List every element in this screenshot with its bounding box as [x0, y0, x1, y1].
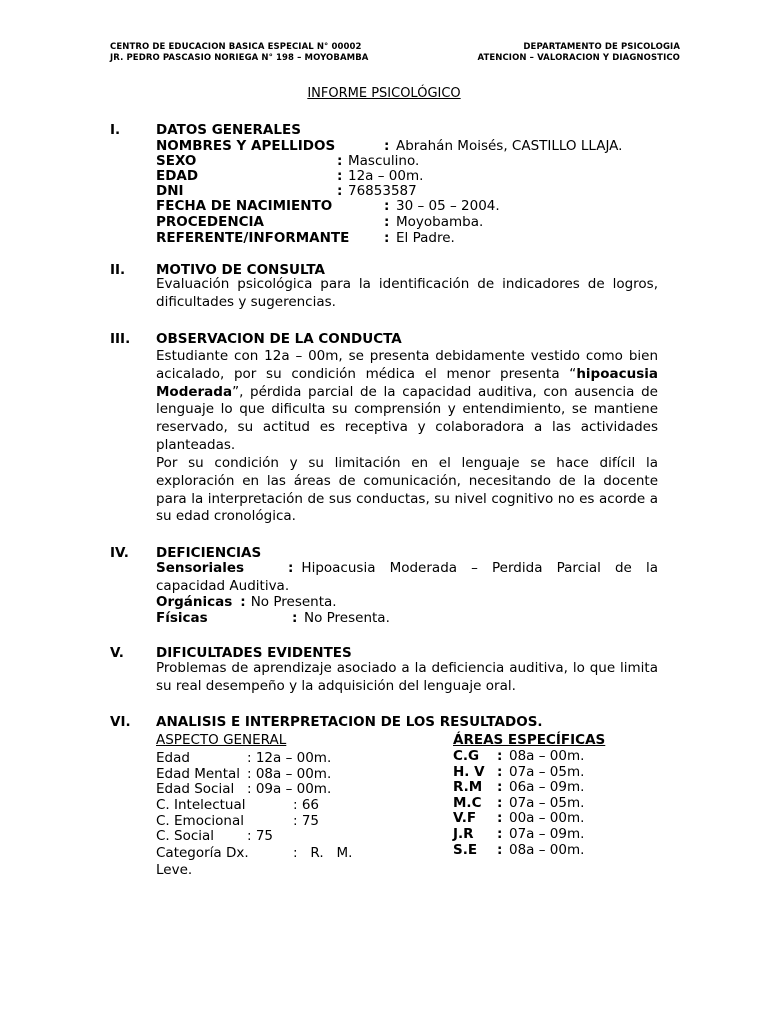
general-value: : R. M. — [293, 845, 353, 861]
section-title: DATOS GENERALES — [156, 122, 301, 138]
area-colon: : — [497, 748, 503, 764]
area-colon: : — [497, 795, 503, 811]
section-number: III. — [110, 331, 131, 347]
field-label: PROCEDENCIA — [156, 214, 264, 230]
observation-text: ”, pérdida parcial de la capacidad auditiva, con ausencia de lenguaje lo que dificulta su comprensión y entendimiento, se mantiene reservado, su actitud es receptiva y colaboradora a las actividades planteadas. — [156, 383, 658, 453]
section-title: DEFICIENCIAS — [156, 545, 262, 561]
area-value: 00a – 00m. — [509, 810, 585, 826]
field-value: Abrahán Moisés, CASTILLO LLAJA. — [396, 138, 623, 154]
field-colon: : — [337, 183, 343, 199]
observation-paragraph-1 — [156, 348, 658, 455]
general-value: : 12a – 00m. — [247, 750, 332, 766]
field-colon: : — [384, 230, 390, 246]
area-label: C.G — [453, 748, 480, 764]
field-colon: : — [384, 138, 390, 154]
general-label: Edad Mental — [156, 766, 241, 782]
evident-difficulties: Problemas de aprendizaje asociado a la deficiencia auditiva, lo que limita su real desempeño y la adquisición del lenguaje oral. — [156, 660, 658, 694]
deficiency-value: No Presenta. — [250, 594, 337, 610]
deficiency-colon: : — [240, 594, 246, 610]
specific-areas-heading: ÁREAS ESPECÍFICAS — [453, 732, 606, 748]
general-label: Edad Social — [156, 781, 235, 797]
field-colon: : — [384, 214, 390, 230]
field-label: FECHA DE NACIMIENTO — [156, 198, 333, 214]
area-label: R.M — [453, 779, 483, 795]
area-colon: : — [497, 826, 503, 842]
section-title: DIFICULTADES EVIDENTES — [156, 645, 352, 661]
deficiency-physical — [156, 610, 208, 627]
deficiency-value: No Presenta. — [304, 610, 390, 626]
field-value: 76853587 — [348, 183, 417, 199]
area-colon: : — [497, 779, 503, 795]
section-title: OBSERVACION DE LA CONDUCTA — [156, 331, 402, 347]
area-value: 06a – 09m. — [509, 779, 585, 795]
section-number: II. — [110, 262, 126, 278]
school-name: CENTRO DE EDUCACION BASICA ESPECIAL N° 00002 — [110, 42, 362, 52]
general-label: C. Emocional — [156, 813, 244, 829]
area-colon: : — [497, 810, 503, 826]
general-value: : 09a – 00m. — [247, 781, 332, 797]
general-aspect-heading: ASPECTO GENERAL — [156, 732, 287, 748]
report-title: INFORME PSICOLÓGICO — [307, 86, 461, 101]
area-colon: : — [497, 764, 503, 780]
general-extra: Leve. — [156, 862, 193, 878]
field-value: Masculino. — [348, 153, 420, 169]
deficiency-label: Orgánicas — [156, 594, 233, 610]
general-value: : 08a – 00m. — [247, 766, 332, 782]
observation-paragraph-2: Por su condición y su limitación en el lenguaje se hace difícil la exploración en las áreas de comunicación, necesitando de la docente para la interpretación de sus conductas, su nivel cognitivo no es acorde a su edad cronológica. — [156, 455, 658, 525]
field-label: EDAD — [156, 168, 199, 184]
observation-diagnosis: hipoacusia Moderada — [156, 365, 658, 400]
area-value: 07a – 05m. — [509, 795, 585, 811]
department-name: DEPARTAMENTO DE PSICOLOGIA — [523, 42, 680, 52]
area-label: S.E — [453, 842, 478, 858]
area-value: 08a – 00m. — [509, 748, 585, 764]
general-label: Edad — [156, 750, 190, 766]
deficiency-label: Físicas — [156, 610, 208, 626]
deficiency-sensorial — [156, 560, 658, 596]
field-value: El Padre. — [396, 230, 455, 246]
general-label: C. Social — [156, 828, 215, 844]
general-value: : 66 — [293, 797, 320, 813]
general-label: C. Intelectual — [156, 797, 246, 813]
section-number: I. — [110, 122, 121, 138]
field-colon: : — [337, 153, 343, 169]
area-label: J.R — [453, 826, 474, 842]
field-label: NOMBRES Y APELLIDOS — [156, 138, 336, 154]
section-title: MOTIVO DE CONSULTA — [156, 262, 326, 278]
area-value: 07a – 09m. — [509, 826, 585, 842]
general-value: : 75 — [293, 813, 320, 829]
deficiency-label: Sensoriales — [156, 560, 245, 576]
area-label: M.C — [453, 795, 482, 811]
deficiency-organic — [156, 594, 337, 611]
deficiency-colon: : — [288, 560, 294, 576]
area-label: H. V — [453, 764, 485, 780]
deficiency-colon: : — [292, 610, 298, 626]
consultation-reason: Evaluación psicológica para la identificación de indicadores de logros, dificultades y sugerencias. — [156, 276, 658, 310]
field-value: 12a – 00m. — [348, 168, 424, 184]
general-value: : 75 — [247, 828, 274, 844]
department-subtitle: ATENCION – VALORACION Y DIAGNOSTICO — [477, 53, 680, 63]
area-value: 08a – 00m. — [509, 842, 585, 858]
field-label: DNI — [156, 183, 184, 199]
section-number: V. — [110, 645, 124, 661]
section-title: ANALISIS E INTERPRETACION DE LOS RESULTADOS. — [156, 714, 543, 730]
school-address: JR. PEDRO PASCASIO NORIEGA N° 198 – MOYOBAMBA — [110, 53, 369, 63]
field-label: REFERENTE/INFORMANTE — [156, 230, 350, 246]
area-label: V.F — [453, 810, 477, 826]
field-colon: : — [337, 168, 343, 184]
area-value: 07a – 05m. — [509, 764, 585, 780]
field-value: Moyobamba. — [396, 214, 484, 230]
field-colon: : — [384, 198, 390, 214]
general-label: Categoría Dx. — [156, 845, 249, 861]
field-label: SEXO — [156, 153, 197, 169]
section-number: VI. — [110, 714, 131, 730]
field-value: 30 – 05 – 2004. — [396, 198, 500, 214]
area-colon: : — [497, 842, 503, 858]
section-number: IV. — [110, 545, 129, 561]
deficiency-value: Hipoacusia Moderada – Perdida Parcial de la capacidad Auditiva. — [156, 560, 658, 594]
observation-text: Estudiante con 12a – 00m, se presenta debidamente vestido como bien acicalado, por su condición médica el menor presenta “ — [156, 348, 658, 382]
